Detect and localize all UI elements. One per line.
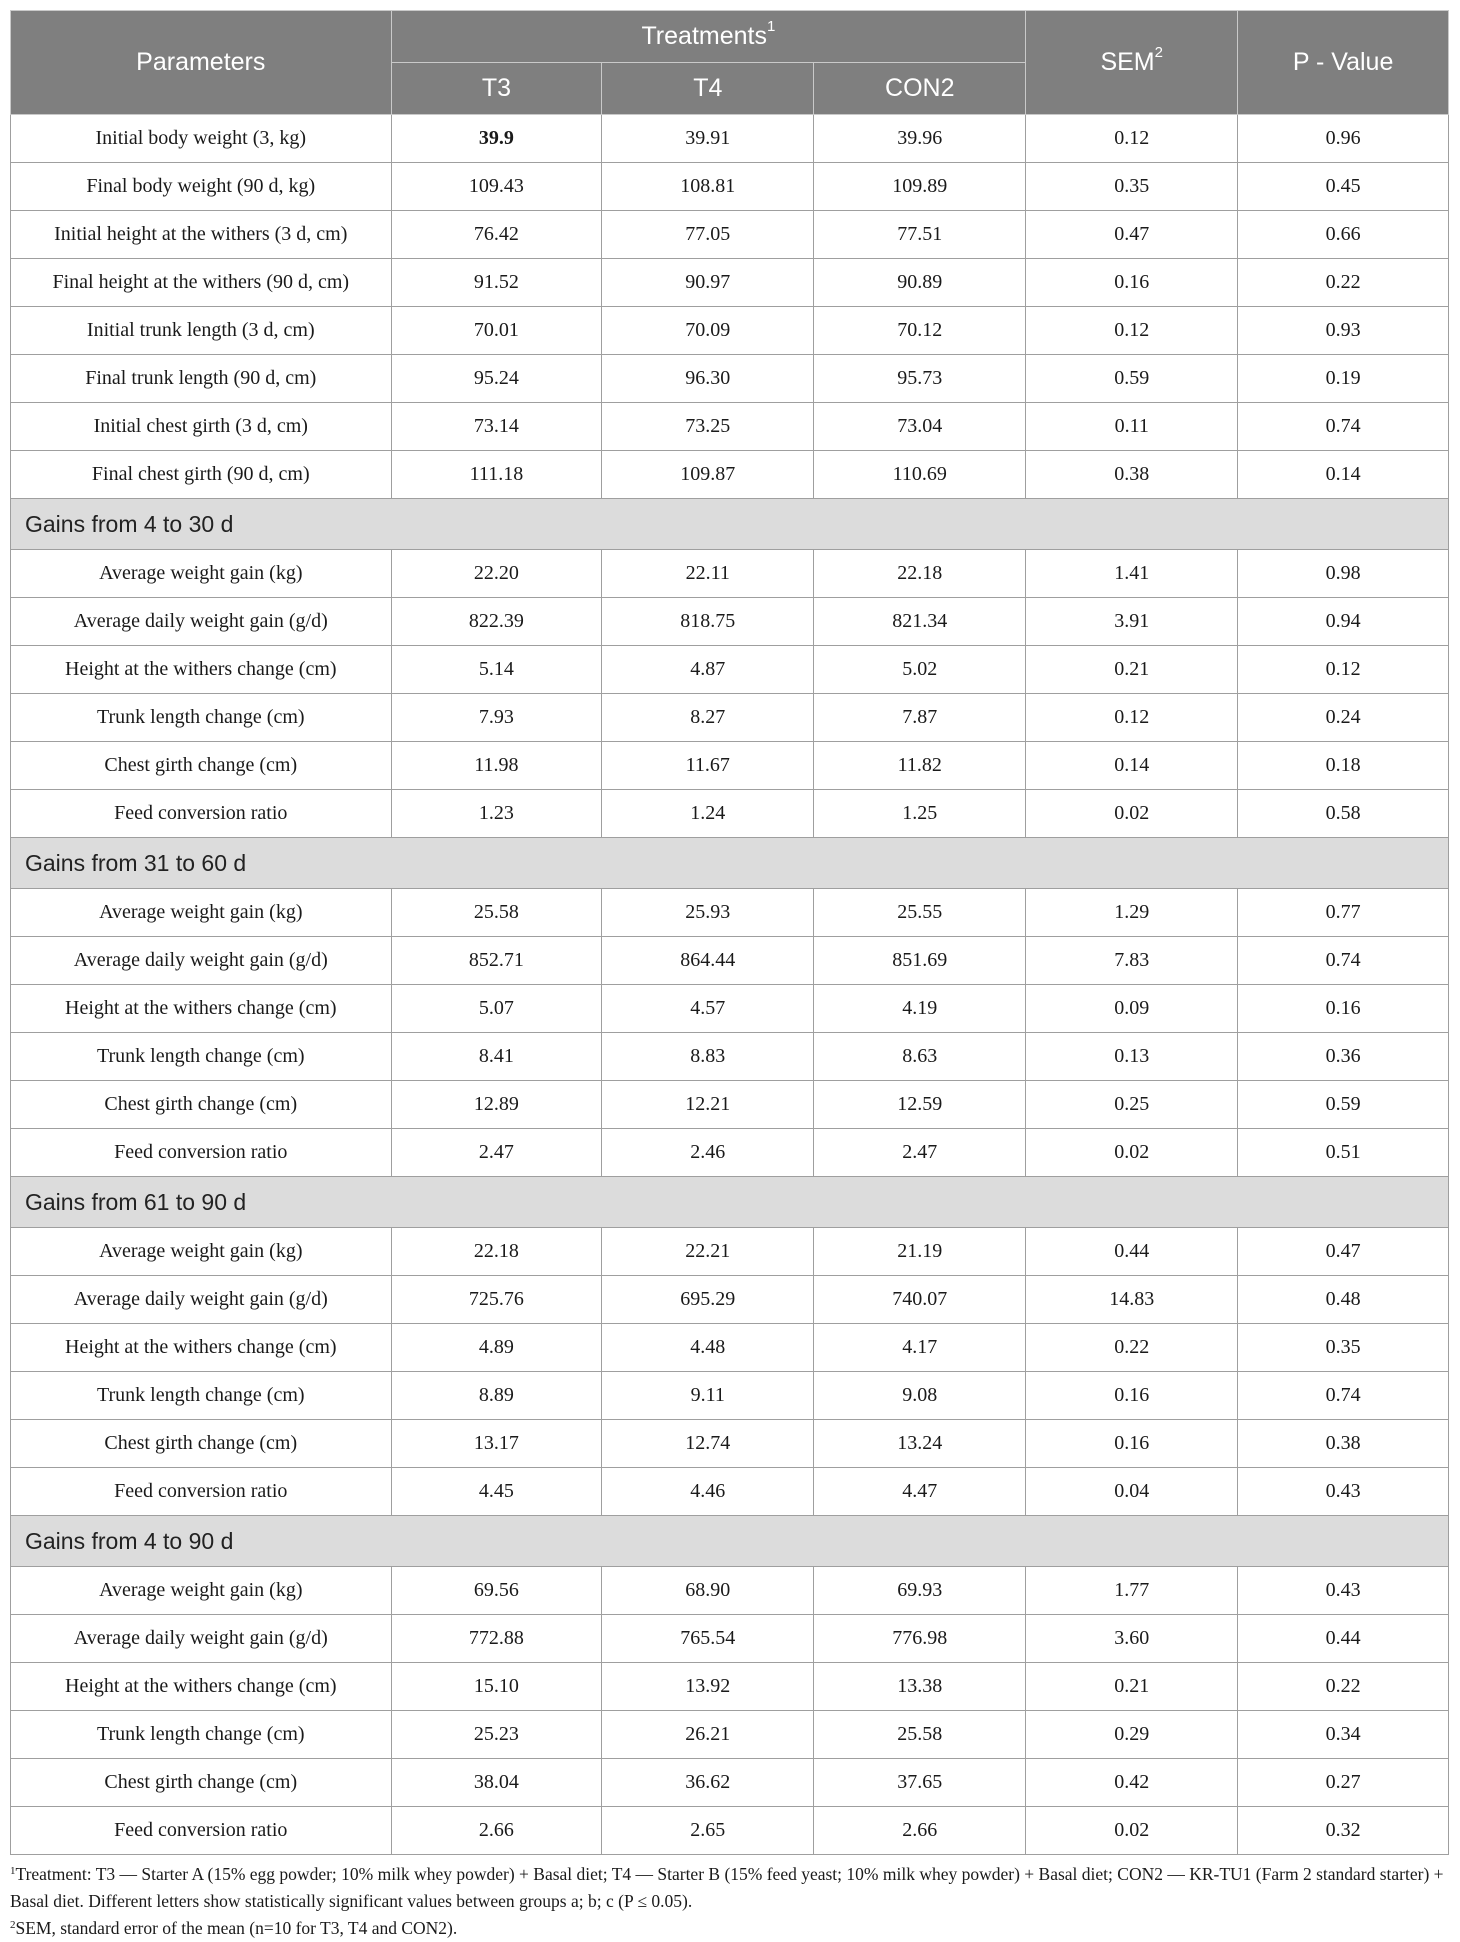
parameters-header: Parameters bbox=[11, 11, 392, 115]
t3-cell: 69.56 bbox=[391, 1567, 602, 1615]
table-footnotes bbox=[10, 1861, 1449, 1942]
table-row bbox=[11, 403, 1449, 451]
t4-cell: 864.44 bbox=[602, 937, 814, 985]
sem-cell: 0.25 bbox=[1026, 1081, 1238, 1129]
t3-cell: 5.07 bbox=[391, 985, 602, 1033]
p-cell: 0.93 bbox=[1238, 307, 1449, 355]
t4-cell: 1.24 bbox=[602, 790, 814, 838]
sem-cell: 0.09 bbox=[1026, 985, 1238, 1033]
table-row bbox=[11, 259, 1449, 307]
p-cell: 0.12 bbox=[1238, 646, 1449, 694]
parameter-cell: Average weight gain (kg) bbox=[11, 889, 392, 937]
sem-cell: 1.41 bbox=[1026, 550, 1238, 598]
t3-cell: 70.01 bbox=[391, 307, 602, 355]
p-cell: 0.74 bbox=[1238, 1372, 1449, 1420]
t3-cell: 15.10 bbox=[391, 1663, 602, 1711]
con2-cell: 109.89 bbox=[814, 163, 1026, 211]
table-row bbox=[11, 1276, 1449, 1324]
table-row bbox=[11, 307, 1449, 355]
t4-cell: 818.75 bbox=[602, 598, 814, 646]
con2-cell: 13.38 bbox=[814, 1663, 1026, 1711]
con2-cell: 1.25 bbox=[814, 790, 1026, 838]
t4-cell: 25.93 bbox=[602, 889, 814, 937]
sem-cell: 0.59 bbox=[1026, 355, 1238, 403]
con2-cell: 7.87 bbox=[814, 694, 1026, 742]
con2-cell: 77.51 bbox=[814, 211, 1026, 259]
con2-cell: 12.59 bbox=[814, 1081, 1026, 1129]
sem-cell: 0.42 bbox=[1026, 1759, 1238, 1807]
t4-cell: 695.29 bbox=[602, 1276, 814, 1324]
sem-cell: 0.16 bbox=[1026, 1372, 1238, 1420]
sem-cell: 0.14 bbox=[1026, 742, 1238, 790]
sem-cell: 7.83 bbox=[1026, 937, 1238, 985]
sem-header: SEM$^2$ bbox=[1026, 11, 1238, 115]
p-cell: 0.16 bbox=[1238, 985, 1449, 1033]
t3-cell: 8.41 bbox=[391, 1033, 602, 1081]
sem-cell: 0.44 bbox=[1026, 1228, 1238, 1276]
t3-cell: 5.14 bbox=[391, 646, 602, 694]
parameter-cell: Final trunk length (90 d, cm) bbox=[11, 355, 392, 403]
table-row bbox=[11, 1420, 1449, 1468]
t3-cell: 2.66 bbox=[391, 1807, 602, 1855]
con2-cell: 9.08 bbox=[814, 1372, 1026, 1420]
t4-cell: 11.67 bbox=[602, 742, 814, 790]
con2-cell: 2.66 bbox=[814, 1807, 1026, 1855]
parameter-cell: Chest girth change (cm) bbox=[11, 1081, 392, 1129]
p-cell: 0.74 bbox=[1238, 403, 1449, 451]
t4-cell: 109.87 bbox=[602, 451, 814, 499]
sem-cell: 0.21 bbox=[1026, 646, 1238, 694]
con2-cell: 4.17 bbox=[814, 1324, 1026, 1372]
t3-cell: 109.43 bbox=[391, 163, 602, 211]
t4-cell: 2.46 bbox=[602, 1129, 814, 1177]
con2-cell: 2.47 bbox=[814, 1129, 1026, 1177]
parameter-cell: Feed conversion ratio bbox=[11, 1468, 392, 1516]
t4-cell: 9.11 bbox=[602, 1372, 814, 1420]
t3-header: T3 bbox=[391, 63, 602, 115]
table-row bbox=[11, 1807, 1449, 1855]
sem-cell: 0.02 bbox=[1026, 1129, 1238, 1177]
con2-cell: 4.47 bbox=[814, 1468, 1026, 1516]
con2-cell: 22.18 bbox=[814, 550, 1026, 598]
table-row bbox=[11, 1324, 1449, 1372]
con2-cell: 13.24 bbox=[814, 1420, 1026, 1468]
parameter-cell: Average daily weight gain (g/d) bbox=[11, 937, 392, 985]
con2-cell: 73.04 bbox=[814, 403, 1026, 451]
sem-cell: 3.91 bbox=[1026, 598, 1238, 646]
t3-cell: 111.18 bbox=[391, 451, 602, 499]
t3-cell: 822.39 bbox=[391, 598, 602, 646]
con2-cell: 25.55 bbox=[814, 889, 1026, 937]
section-header-row bbox=[11, 1516, 1449, 1567]
t4-cell: 96.30 bbox=[602, 355, 814, 403]
table-row bbox=[11, 937, 1449, 985]
p-cell: 0.14 bbox=[1238, 451, 1449, 499]
sem-cell: 3.60 bbox=[1026, 1615, 1238, 1663]
t4-cell: 22.11 bbox=[602, 550, 814, 598]
t3-cell: 852.71 bbox=[391, 937, 602, 985]
con2-cell: 5.02 bbox=[814, 646, 1026, 694]
results-table-container bbox=[10, 10, 1449, 1942]
t4-cell: 108.81 bbox=[602, 163, 814, 211]
t4-cell: 765.54 bbox=[602, 1615, 814, 1663]
t3-cell: 2.47 bbox=[391, 1129, 602, 1177]
con2-cell: 70.12 bbox=[814, 307, 1026, 355]
t3-cell: 39.9 bbox=[391, 115, 602, 163]
con2-cell: 4.19 bbox=[814, 985, 1026, 1033]
parameter-cell: Average weight gain (kg) bbox=[11, 550, 392, 598]
section-title: Gains from 31 to 60 d bbox=[11, 838, 1449, 889]
t4-cell: 12.74 bbox=[602, 1420, 814, 1468]
results-table bbox=[10, 10, 1449, 1855]
parameter-cell: Chest girth change (cm) bbox=[11, 742, 392, 790]
table-row bbox=[11, 550, 1449, 598]
sem-cell: 0.16 bbox=[1026, 1420, 1238, 1468]
table-row bbox=[11, 1615, 1449, 1663]
parameter-cell: Height at the withers change (cm) bbox=[11, 646, 392, 694]
parameter-cell: Height at the withers change (cm) bbox=[11, 985, 392, 1033]
parameter-cell: Initial trunk length (3 d, cm) bbox=[11, 307, 392, 355]
table-row bbox=[11, 163, 1449, 211]
treatments-header: Treatments$^1$ bbox=[391, 11, 1026, 63]
table-row bbox=[11, 742, 1449, 790]
con2-header: CON2 bbox=[814, 63, 1026, 115]
t3-cell: 22.18 bbox=[391, 1228, 602, 1276]
con2-cell: 8.63 bbox=[814, 1033, 1026, 1081]
t3-cell: 91.52 bbox=[391, 259, 602, 307]
table-row bbox=[11, 889, 1449, 937]
table-row bbox=[11, 115, 1449, 163]
table-row bbox=[11, 598, 1449, 646]
con2-cell: 110.69 bbox=[814, 451, 1026, 499]
p-cell: 0.32 bbox=[1238, 1807, 1449, 1855]
parameter-cell: Final height at the withers (90 d, cm) bbox=[11, 259, 392, 307]
p-cell: 0.43 bbox=[1238, 1567, 1449, 1615]
parameter-cell: Chest girth change (cm) bbox=[11, 1759, 392, 1807]
sem-cell: 0.02 bbox=[1026, 1807, 1238, 1855]
t3-cell: 725.76 bbox=[391, 1276, 602, 1324]
con2-cell: 11.82 bbox=[814, 742, 1026, 790]
parameter-cell: Chest girth change (cm) bbox=[11, 1420, 392, 1468]
p-cell: 0.35 bbox=[1238, 1324, 1449, 1372]
sem-cell: 1.29 bbox=[1026, 889, 1238, 937]
table-row bbox=[11, 1663, 1449, 1711]
table-row bbox=[11, 1129, 1449, 1177]
parameter-cell: Initial chest girth (3 d, cm) bbox=[11, 403, 392, 451]
t4-cell: 13.92 bbox=[602, 1663, 814, 1711]
t3-cell: 4.45 bbox=[391, 1468, 602, 1516]
t3-cell: 7.93 bbox=[391, 694, 602, 742]
p-cell: 0.34 bbox=[1238, 1711, 1449, 1759]
t3-cell: 772.88 bbox=[391, 1615, 602, 1663]
section-header-row bbox=[11, 499, 1449, 550]
t4-cell: 26.21 bbox=[602, 1711, 814, 1759]
t4-cell: 39.91 bbox=[602, 115, 814, 163]
table-row bbox=[11, 451, 1449, 499]
table-row bbox=[11, 1372, 1449, 1420]
t4-cell: 22.21 bbox=[602, 1228, 814, 1276]
table-row bbox=[11, 211, 1449, 259]
p-cell: 0.44 bbox=[1238, 1615, 1449, 1663]
pvalue-header: P - Value bbox=[1238, 11, 1449, 115]
t4-cell: 8.83 bbox=[602, 1033, 814, 1081]
p-cell: 0.58 bbox=[1238, 790, 1449, 838]
table-row bbox=[11, 1033, 1449, 1081]
sem-cell: 0.21 bbox=[1026, 1663, 1238, 1711]
table-row bbox=[11, 694, 1449, 742]
sem-cell: 0.11 bbox=[1026, 403, 1238, 451]
sem-cell: 1.77 bbox=[1026, 1567, 1238, 1615]
p-cell: 0.19 bbox=[1238, 355, 1449, 403]
p-cell: 0.43 bbox=[1238, 1468, 1449, 1516]
con2-cell: 821.34 bbox=[814, 598, 1026, 646]
parameter-cell: Final body weight (90 d, kg) bbox=[11, 163, 392, 211]
p-cell: 0.22 bbox=[1238, 259, 1449, 307]
table-row bbox=[11, 1759, 1449, 1807]
table-row bbox=[11, 1711, 1449, 1759]
p-cell: 0.38 bbox=[1238, 1420, 1449, 1468]
parameter-cell: Height at the withers change (cm) bbox=[11, 1324, 392, 1372]
sem-cell: 14.83 bbox=[1026, 1276, 1238, 1324]
p-cell: 0.24 bbox=[1238, 694, 1449, 742]
parameter-cell: Trunk length change (cm) bbox=[11, 1033, 392, 1081]
t4-cell: 68.90 bbox=[602, 1567, 814, 1615]
t3-cell: 8.89 bbox=[391, 1372, 602, 1420]
table-body bbox=[11, 115, 1449, 1855]
t3-cell: 1.23 bbox=[391, 790, 602, 838]
table-row bbox=[11, 1567, 1449, 1615]
sem-cell: 0.29 bbox=[1026, 1711, 1238, 1759]
t3-cell: 76.42 bbox=[391, 211, 602, 259]
t4-cell: 90.97 bbox=[602, 259, 814, 307]
sem-cell: 0.12 bbox=[1026, 115, 1238, 163]
sem-cell: 0.12 bbox=[1026, 694, 1238, 742]
t4-cell: 12.21 bbox=[602, 1081, 814, 1129]
t3-cell: 22.20 bbox=[391, 550, 602, 598]
sem-cell: 0.38 bbox=[1026, 451, 1238, 499]
p-cell: 0.47 bbox=[1238, 1228, 1449, 1276]
section-header-row bbox=[11, 838, 1449, 889]
p-cell: 0.98 bbox=[1238, 550, 1449, 598]
t4-header: T4 bbox=[602, 63, 814, 115]
con2-cell: 90.89 bbox=[814, 259, 1026, 307]
section-title: Gains from 4 to 30 d bbox=[11, 499, 1449, 550]
p-cell: 0.94 bbox=[1238, 598, 1449, 646]
sem-cell: 0.04 bbox=[1026, 1468, 1238, 1516]
t3-cell: 13.17 bbox=[391, 1420, 602, 1468]
sem-cell: 0.35 bbox=[1026, 163, 1238, 211]
p-cell: 0.36 bbox=[1238, 1033, 1449, 1081]
parameter-cell: Average daily weight gain (g/d) bbox=[11, 1615, 392, 1663]
t4-cell: 73.25 bbox=[602, 403, 814, 451]
p-cell: 0.51 bbox=[1238, 1129, 1449, 1177]
p-cell: 0.59 bbox=[1238, 1081, 1449, 1129]
con2-cell: 21.19 bbox=[814, 1228, 1026, 1276]
parameter-cell: Trunk length change (cm) bbox=[11, 1372, 392, 1420]
sem-cell: 0.47 bbox=[1026, 211, 1238, 259]
parameter-cell: Average weight gain (kg) bbox=[11, 1567, 392, 1615]
p-cell: 0.74 bbox=[1238, 937, 1449, 985]
p-cell: 0.27 bbox=[1238, 1759, 1449, 1807]
p-cell: 0.77 bbox=[1238, 889, 1449, 937]
table-row bbox=[11, 790, 1449, 838]
p-cell: 0.45 bbox=[1238, 163, 1449, 211]
parameter-cell: Average weight gain (kg) bbox=[11, 1228, 392, 1276]
parameter-cell: Trunk length change (cm) bbox=[11, 1711, 392, 1759]
parameter-cell: Initial height at the withers (3 d, cm) bbox=[11, 211, 392, 259]
p-cell: 0.22 bbox=[1238, 1663, 1449, 1711]
sem-cell: 0.16 bbox=[1026, 259, 1238, 307]
parameter-cell: Feed conversion ratio bbox=[11, 1129, 392, 1177]
con2-cell: 39.96 bbox=[814, 115, 1026, 163]
footnote: $^1$Treatment: T3 — Starter A (15% egg powder; 10% milk whey powder) + Basal diet; T4 — Starter B (15% feed yeast; 10% milk whey powder) + Basal diet; CON2 — KR-TU1 (Farm 2 standard starter) + Basal diet. Different letters show statistically significant values between groups a; b; c (P ≤ 0.05). bbox=[10, 1864, 1444, 1911]
section-title: Gains from 4 to 90 d bbox=[11, 1516, 1449, 1567]
t4-cell: 4.46 bbox=[602, 1468, 814, 1516]
t3-cell: 4.89 bbox=[391, 1324, 602, 1372]
t4-cell: 70.09 bbox=[602, 307, 814, 355]
parameter-cell: Trunk length change (cm) bbox=[11, 694, 392, 742]
t4-cell: 36.62 bbox=[602, 1759, 814, 1807]
t3-cell: 11.98 bbox=[391, 742, 602, 790]
parameter-cell: Initial body weight (3, kg) bbox=[11, 115, 392, 163]
p-cell: 0.96 bbox=[1238, 115, 1449, 163]
footnote: $^2$SEM, standard error of the mean (n=10 for T3, T4 and CON2). bbox=[10, 1918, 458, 1938]
table-row bbox=[11, 355, 1449, 403]
con2-cell: 37.65 bbox=[814, 1759, 1026, 1807]
t4-cell: 4.57 bbox=[602, 985, 814, 1033]
table-row bbox=[11, 985, 1449, 1033]
parameter-cell: Feed conversion ratio bbox=[11, 1807, 392, 1855]
con2-cell: 776.98 bbox=[814, 1615, 1026, 1663]
p-cell: 0.18 bbox=[1238, 742, 1449, 790]
table-row bbox=[11, 1228, 1449, 1276]
con2-cell: 95.73 bbox=[814, 355, 1026, 403]
t3-cell: 25.23 bbox=[391, 1711, 602, 1759]
table-row bbox=[11, 1081, 1449, 1129]
con2-cell: 740.07 bbox=[814, 1276, 1026, 1324]
t4-cell: 4.48 bbox=[602, 1324, 814, 1372]
p-cell: 0.48 bbox=[1238, 1276, 1449, 1324]
con2-cell: 851.69 bbox=[814, 937, 1026, 985]
t4-cell: 4.87 bbox=[602, 646, 814, 694]
parameter-cell: Final chest girth (90 d, cm) bbox=[11, 451, 392, 499]
parameter-cell: Average daily weight gain (g/d) bbox=[11, 1276, 392, 1324]
sem-cell: 0.02 bbox=[1026, 790, 1238, 838]
t4-cell: 77.05 bbox=[602, 211, 814, 259]
t4-cell: 2.65 bbox=[602, 1807, 814, 1855]
t4-cell: 8.27 bbox=[602, 694, 814, 742]
sem-cell: 0.13 bbox=[1026, 1033, 1238, 1081]
sem-cell: 0.22 bbox=[1026, 1324, 1238, 1372]
sem-cell: 0.12 bbox=[1026, 307, 1238, 355]
t3-cell: 38.04 bbox=[391, 1759, 602, 1807]
parameter-cell: Feed conversion ratio bbox=[11, 790, 392, 838]
section-title: Gains from 61 to 90 d bbox=[11, 1177, 1449, 1228]
con2-cell: 25.58 bbox=[814, 1711, 1026, 1759]
parameter-cell: Height at the withers change (cm) bbox=[11, 1663, 392, 1711]
table-header bbox=[11, 11, 1449, 115]
table-row bbox=[11, 646, 1449, 694]
parameter-cell: Average daily weight gain (g/d) bbox=[11, 598, 392, 646]
t3-cell: 95.24 bbox=[391, 355, 602, 403]
t3-cell: 73.14 bbox=[391, 403, 602, 451]
table-row bbox=[11, 1468, 1449, 1516]
con2-cell: 69.93 bbox=[814, 1567, 1026, 1615]
p-cell: 0.66 bbox=[1238, 211, 1449, 259]
section-header-row bbox=[11, 1177, 1449, 1228]
t3-cell: 25.58 bbox=[391, 889, 602, 937]
t3-cell: 12.89 bbox=[391, 1081, 602, 1129]
